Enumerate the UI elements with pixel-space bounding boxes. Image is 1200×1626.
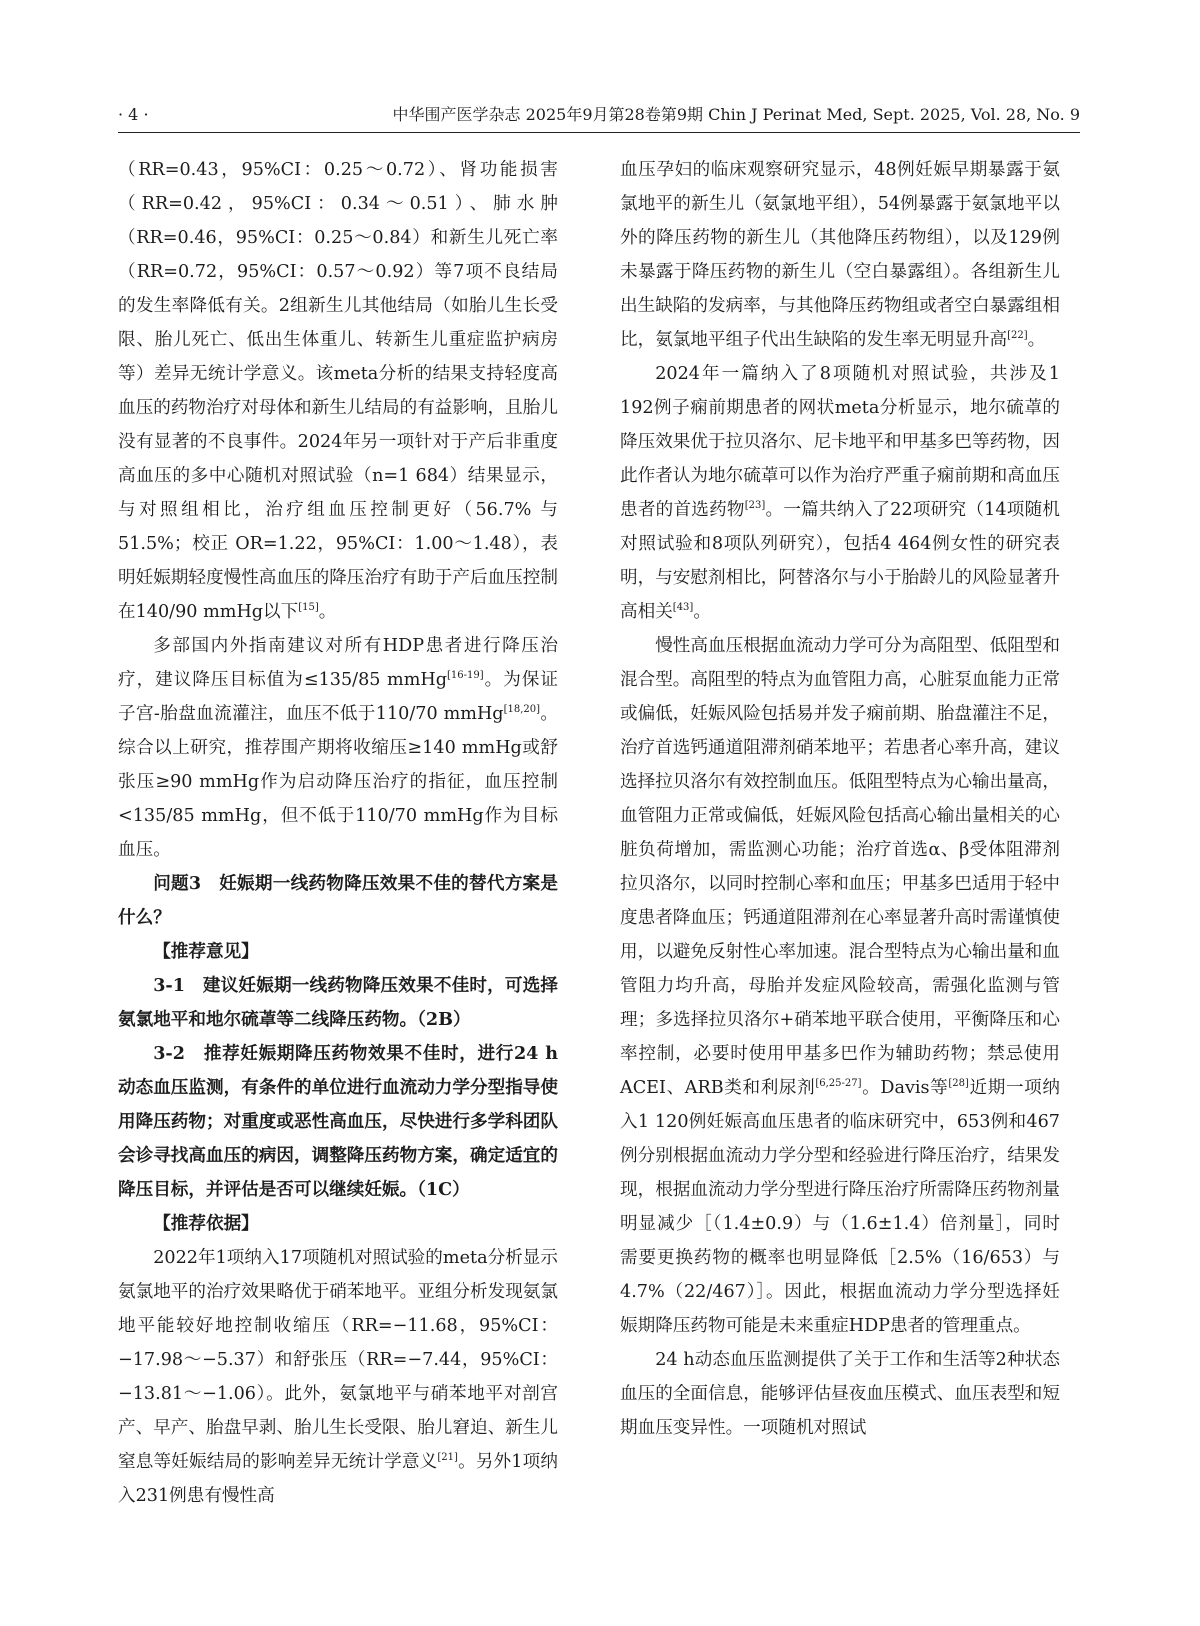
citation[interactable]: [43] <box>672 602 694 614</box>
left-column <box>118 153 558 1513</box>
citation[interactable]: [22] <box>1007 330 1028 342</box>
citation[interactable]: [15] <box>298 602 319 614</box>
citation[interactable]: [6,25-27] <box>815 1078 862 1090</box>
paragraph: 24 h动态血压监测提供了关于工作和生活等2种状态血压的全面信息，能够评估昼夜血压模式、血压表型和短期血压变异性。一项随机对照试 <box>620 1350 1060 1438</box>
paragraph: 多部国内外指南建议对所有HDP患者进行降压治疗，建议降压目标值为≤135/85 mmHg[16-19]。为保证子宫-胎盘血流灌注，血压不低于110/70 mmHg[18,20]。综合以上研究，推荐围产期将收缩压≥140 mmHg或舒张压≥90 mmHg作为启动降压治疗的指征，血压控制<135/85 mmHg，但不低于110/70 mmHg作为目标血压。 <box>118 636 558 860</box>
page-number: · 4 · <box>118 105 149 124</box>
paragraph: （RR=0.43，95%CI：0.25～0.72）、肾功能损害（RR=0.42，95%CI：0.34～0.51）、肺水肿（RR=0.46，95%CI：0.25～0.84）和新生儿死亡率（RR=0.72，95%CI：0.57～0.92）等7项不良结局的发生率降低有关。2组新生儿其他结局（如胎儿生长受限、胎儿死亡、低出生体重儿、转新生儿重症监护病房等）差异无统计学意义。该meta分析的结果支持轻度高血压的药物治疗对母体和新生儿结局的有益影响，且胎儿没有显著的不良事件。2024年另一项针对于产后非重度高血压的多中心随机对照试验（n=1 684）结果显示，与对照组相比，治疗组血压控制更好（56.7% 与 51.5%；校正 OR=1.22，95%CI：1.00～1.48），表明妊娠期轻度慢性高血压的降压治疗有助于产后血压控制在140/90 mmHg以下[15]。 <box>118 160 558 622</box>
paragraph: 慢性高血压根据血流动力学可分为高阻型、低阻型和混合型。高阻型的特点为血管阻力高，心脏泵血能力正常或偏低，妊娠风险包括易并发子痫前期、胎盘灌注不足，治疗首选钙通道阻滞剂硝苯地平；若患者心率升高，建议选择拉贝洛尔有效控制血压。低阻型特点为心输出量高，血管阻力正常或偏低，妊娠风险包括高心输出量相关的心脏负荷增加，需监测心功能；治疗首选α、β受体阻滞剂拉贝洛尔，以同时控制心率和血压；甲基多巴适用于轻中度患者降血压；钙通道阻滞剂在心率显著升高时需谨慎使用，以避免反射性心率加速。混合型特点为心输出量和血管阻力均升高，母胎并发症风险较高，需强化监测与管理；多选择拉贝洛尔+硝苯地平联合使用，平衡降压和心率控制，必要时使用甲基多巴作为辅助药物；禁忌使用ACEI、ARB类和利尿剂[6,25-27]。Davis等[28]近期一项纳入1 120例妊娠高血压患者的临床研究中，653例和467例分别根据血流动力学分型和经验进行降压治疗，结果发现，根据血流动力学分型进行降压治疗所需降压药物剂量明显减少［（1.4±0.9）与（1.6±1.4）倍剂量］，同时需要更换药物的概率也明显降低［2.5%（16/653）与4.7%（22/467）］。因此，根据血流动力学分型选择妊娠期降压药物可能是未来重症HDP患者的管理重点。 <box>620 636 1060 1336</box>
right-column <box>620 153 1060 1445</box>
recommendation-3-1: 3-1 建议妊娠期一线药物降压效果不佳时，可选择氨氯地平和地尔硫䓬等二线降压药物。（2B） <box>118 975 558 1030</box>
journal-citation: 中华围产医学杂志 2025年9月第28卷第9期 Chin J Perinat Med, Sept. 2025, Vol. 28, No. 9 <box>392 105 1080 124</box>
basis-heading: 【推荐依据】 <box>153 1213 259 1234</box>
paragraph: 2024年一篇纳入了8项随机对照试验，共涉及1 192例子痫前期患者的网状meta分析显示，地尔硫䓬的降压效果优于拉贝洛尔、尼卡地平和甲基多巴等药物，因此作者认为地尔硫䓬可以作为治疗严重子痫前期和高血压患者的首选药物[23]。一篇共纳入了22项研究（14项随机对照试验和8项队列研究），包括4 464例女性的研究表明，与安慰剂相比，阿替洛尔与小于胎龄儿的风险显著升高相关[43]。 <box>620 364 1060 622</box>
paragraph: 2022年1项纳入17项随机对照试验的meta分析显示氨氯地平的治疗效果略优于硝苯地平。亚组分析发现氨氯地平能较好地控制收缩压（RR=−11.68，95%CI：−17.98～−5.37）和舒张压（RR=−7.44，95%CI：−13.81～−1.06）。此外，氨氯地平与硝苯地平对剖宫产、早产、胎盘早剥、胎儿生长受限、胎儿窘迫、新生儿窒息等妊娠结局的影响差异无统计学意义[21]。另外1项纳入231例患有慢性高 <box>118 1248 558 1506</box>
running-header <box>118 98 1080 133</box>
citation[interactable]: [23] <box>744 500 766 512</box>
question-heading: 问题3 妊娠期一线药物降压效果不佳的替代方案是什么？ <box>118 873 558 928</box>
recommendation-heading: 【推荐意见】 <box>153 941 259 962</box>
citation[interactable]: [16-19] <box>447 670 484 682</box>
citation[interactable]: [18,20] <box>503 704 541 716</box>
citation[interactable]: [21] <box>437 1452 458 1464</box>
paragraph: 血压孕妇的临床观察研究显示，48例妊娠早期暴露于氨氯地平的新生儿（氨氯地平组），54例暴露于氨氯地平以外的降压药物的新生儿（其他降压药物组），以及129例未暴露于降压药物的新生儿（空白暴露组）。各组新生儿出生缺陷的发病率，与其他降压药物组或者空白暴露组相比，氨氯地平组子代出生缺陷的发生率无明显升高[22]。 <box>620 160 1060 350</box>
citation[interactable]: [28] <box>948 1078 969 1090</box>
recommendation-3-2: 3-2 推荐妊娠期降压药物效果不佳时，进行24 h动态血压监测，有条件的单位进行血流动力学分型指导使用降压药物；对重度或恶性高血压，尽快进行多学科团队会诊寻找高血压的病因，调整降压药物方案，确定适宜的降压目标，并评估是否可以继续妊娠。（1C） <box>118 1043 558 1200</box>
